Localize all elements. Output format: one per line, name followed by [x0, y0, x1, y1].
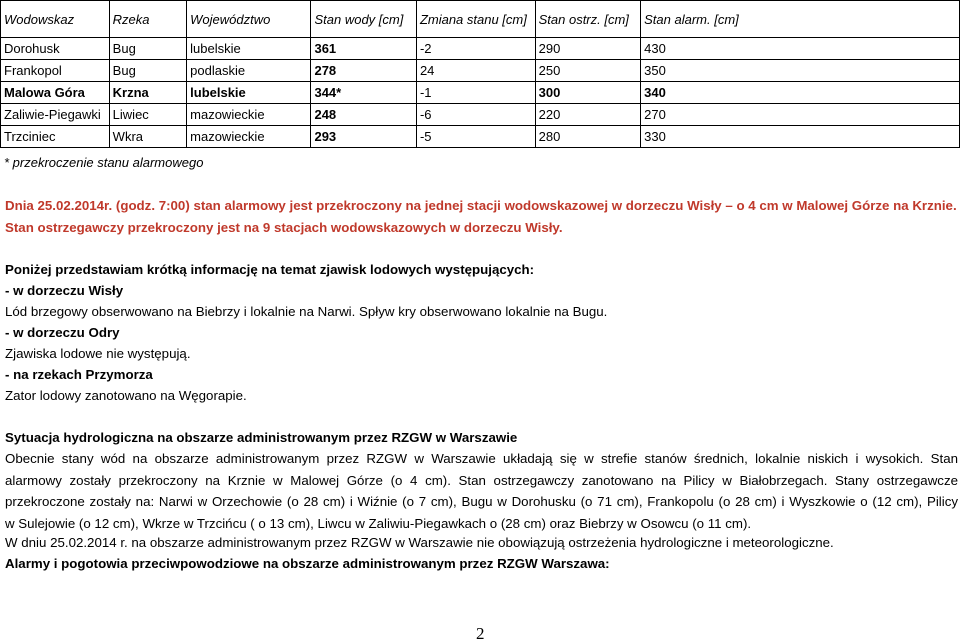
alarm-exceeded-notice: Dnia 25.02.2014r. (godz. 7:00) stan alarmowy jest przekroczony na jednej stacji wodowskazowej w dorzeczu Wisły – o 4 cm w Malowej Górze na Krznie. [5, 198, 957, 213]
cell-level: 293 [311, 126, 416, 148]
table-row [1, 38, 960, 60]
cell-voivodeship: lubelskie [187, 82, 311, 104]
cell-alarm: 430 [641, 38, 960, 60]
header-station: Wodowskaz [1, 1, 110, 38]
situation-paragraph [5, 448, 958, 534]
cell-station: Dorohusk [1, 38, 110, 60]
header-alarm: Stan alarm. [cm] [641, 1, 960, 38]
ice-intro: Poniżej przedstawiam krótką informację na temat zjawisk lodowych występujących: [5, 262, 535, 277]
cell-warning: 220 [535, 104, 641, 126]
cell-river: Liwiec [109, 104, 186, 126]
header-voivodeship: Województwo [187, 1, 311, 38]
header-change: Zmiana stanu [cm] [416, 1, 535, 38]
vistula-heading: - w dorzeczu Wisły [5, 283, 124, 298]
warnings-note: W dniu 25.02.2014 r. na obszarze administrowanym przez RZGW w Warszawie nie obowiązują ostrzeżenia hydrologiczne i meteorologiczne. [5, 535, 834, 550]
page-number: 2 [476, 624, 485, 643]
cell-voivodeship: lubelskie [187, 38, 311, 60]
situation-heading: Sytuacja hydrologiczna na obszarze administrowanym przez RZGW w Warszawie [5, 430, 518, 445]
header-level: Stan wody [cm] [311, 1, 416, 38]
cell-river: Bug [109, 60, 186, 82]
header-river: Rzeka [109, 1, 186, 38]
cell-warning: 300 [535, 82, 641, 104]
odra-heading: - w dorzeczu Odry [5, 325, 120, 340]
coastal-text: Zator lodowy zanotowano na Węgorapie. [5, 388, 247, 403]
cell-voivodeship: mazowieckie [187, 126, 311, 148]
cell-alarm: 350 [641, 60, 960, 82]
cell-warning: 290 [535, 38, 641, 60]
cell-change: -5 [416, 126, 535, 148]
situation-line: przekroczone zostały na: Narwi w Orzechowie (o 28 cm) i Wiźnie (o 7 cm), Bugu w Dorohusku (o 71 cm), Frankopolu (o 28 cm) i Wyszkowie o (12 cm), Pilicy [5, 494, 958, 509]
cell-change: 24 [416, 60, 535, 82]
cell-warning: 280 [535, 126, 641, 148]
cell-voivodeship: podlaskie [187, 60, 311, 82]
cell-station: Frankopol [1, 60, 110, 82]
cell-station: Zaliwie-Piegawki [1, 104, 110, 126]
cell-level: 248 [311, 104, 416, 126]
situation-line: alarmowy zostały przekroczony na Krznie w Malowej Górze (o 4 cm). Stan ostrzegawczy zanotowano na Pilicy w Białobrzegach. Stany ostrzegawcze [5, 472, 958, 488]
cell-alarm: 330 [641, 126, 960, 148]
cell-level: 361 [311, 38, 416, 60]
cell-station: Trzciniec [1, 126, 110, 148]
cell-warning: 250 [535, 60, 641, 82]
header-warning: Stan ostrz. [cm] [535, 1, 641, 38]
table-footnote: * przekroczenie stanu alarmowego [4, 155, 204, 170]
table-row [1, 126, 960, 148]
vistula-text: Lód brzegowy obserwowano na Biebrzy i lokalnie na Narwi. Spływ kry obserwowano lokalnie na Bugu. [5, 304, 608, 319]
cell-level: 344* [311, 82, 416, 104]
cell-alarm: 340 [641, 82, 960, 104]
coastal-heading: - na rzekach Przymorza [5, 367, 153, 382]
table-row [1, 82, 960, 104]
situation-line: Obecnie stany wód na obszarze administrowanym przez RZGW w Warszawie układają się w strefie stanów średnich, lokalnie niskich i wysokich. Stan [5, 451, 958, 466]
alarms-heading: Alarmy i pogotowia przeciwpowodziowe na obszarze administrowanym przez RZGW Warszawa: [5, 556, 610, 571]
table-row [1, 60, 960, 82]
cell-river: Krzna [109, 82, 186, 104]
table-row [1, 104, 960, 126]
table-header-row [1, 1, 960, 38]
cell-alarm: 270 [641, 104, 960, 126]
odra-text: Zjawiska lodowe nie występują. [5, 346, 191, 361]
cell-river: Wkra [109, 126, 186, 148]
cell-station: Malowa Góra [1, 82, 110, 104]
warning-exceeded-notice: Stan ostrzegawczy przekroczony jest na 9 stacjach wodowskazowych w dorzeczu Wisły. [5, 220, 563, 235]
cell-river: Bug [109, 38, 186, 60]
cell-change: -6 [416, 104, 535, 126]
water-level-table [0, 0, 960, 148]
cell-change: -1 [416, 82, 535, 104]
cell-level: 278 [311, 60, 416, 82]
cell-voivodeship: mazowieckie [187, 104, 311, 126]
cell-change: -2 [416, 38, 535, 60]
situation-line: w Sulejowie (o 12 cm), Wkrze w Trzcińcu ( o 13 cm), Liwcu w Zaliwiu-Piegawkach o (28 cm) oraz Biebrzy w Osowcu (o 11 cm). [5, 515, 752, 531]
